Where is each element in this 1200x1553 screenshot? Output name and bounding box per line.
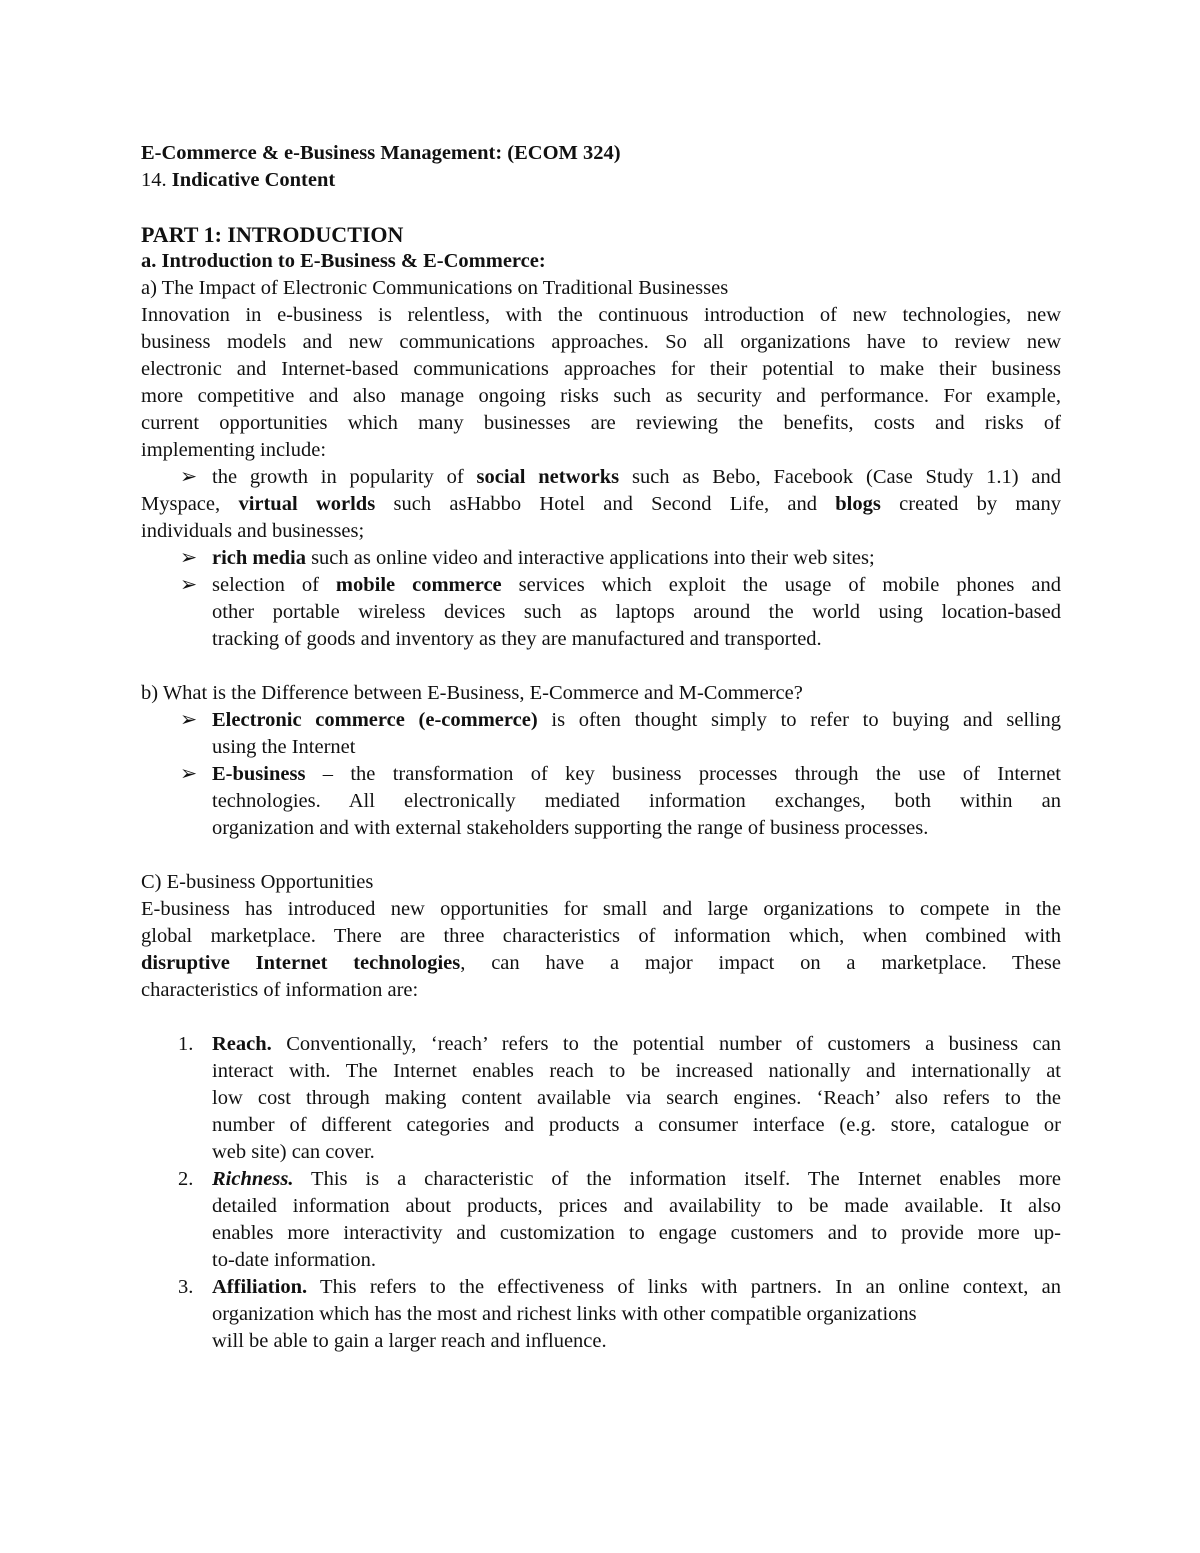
bullet-item-e-business: ➢ E-business – the transformation of key business processes through the use of Internet technologies. All electronically mediated information exchanges, both within an organization and with external stakeholders supporting the range of business processes.: [180, 763, 1061, 839]
bullet-item-social-networks: ➢ the growth in popularity of social networks such as Bebo, Facebook (Case Study 1.1) and Myspace, virtual worlds such asHabbo Hotel and Second Life, and blogs created by many individuals and businesses;: [141, 466, 1062, 542]
paragraph-line: business models and new communications approaches. So all organizations have to review new: [141, 331, 1061, 353]
paragraph-line: current opportunities which many businesses are reviewing the benefits, costs and risks of: [141, 412, 1061, 434]
document-subtitle: [141, 167, 1061, 194]
opportunities-paragraph: E-business has introduced new opportunities for small and large organizations to compete in the global marketplace. There are three characteristics of information which, when combined with disruptive Internet technologies, can have a major impact on a marketplace. These characteristics of information are:: [141, 898, 1061, 1001]
subtitle-text: Indicative Content: [171, 169, 336, 191]
arrow-bullet-icon: ➢: [180, 547, 198, 569]
subsection-a-heading: a) The Impact of Electronic Communications on Traditional Businesses: [141, 277, 729, 299]
numbered-item-affiliation: 3. Affiliation. This refers to the effectiveness of links with partners. In an online context, an organization which has the most and richest links with other compatible organizations will be able to gain a larger reach and influence.: [178, 1276, 1061, 1352]
list-number: 2.: [178, 1168, 194, 1190]
subsection-b-heading: b) What is the Difference between E-Business, E-Commerce and M-Commerce?: [141, 682, 803, 704]
section-a-heading: a. Introduction to E-Business & E-Commerce:: [141, 250, 546, 272]
subsection-c-heading: C) E-business Opportunities: [141, 871, 374, 893]
arrow-bullet-icon: ➢: [180, 466, 198, 488]
paragraph-line: implementing include:: [141, 439, 327, 461]
arrow-bullet-icon: ➢: [180, 574, 198, 596]
numbered-item-reach: 1. Reach. Conventionally, ‘reach’ refers to the potential number of customers a business can interact with. The Internet enables reach to be increased nationally and internationally at low cost through making content available via search engines. ‘Reach’ also refers to the number of different categories and products a consumer interface (e.g. store, catalogue or web site) can cover.: [178, 1033, 1061, 1163]
bullet-item-rich-media: ➢ rich media such as online video and interactive applications into their web sites;: [141, 545, 1061, 572]
intro-paragraph: [141, 302, 1061, 464]
document-page: [141, 140, 1061, 1355]
part-heading: PART 1: INTRODUCTION: [141, 222, 404, 247]
paragraph-line: more competitive and also manage ongoing risks such as security and performance. For example,: [141, 385, 1061, 407]
arrow-bullet-icon: ➢: [180, 763, 198, 785]
list-number: 3.: [178, 1276, 194, 1298]
paragraph-line: Innovation in e-business is relentless, with the continuous introduction of new technologies, new: [141, 304, 1061, 326]
numbered-item-richness: 2. Richness. This is a characteristic of the information itself. The Internet enables more detailed information about products, prices and availability to be made available. It also enables more interactivity and customization to engage customers and to provide more up- to-date information.: [178, 1168, 1061, 1271]
bullet-item-e-commerce: ➢ Electronic commerce (e-commerce) is often thought simply to refer to buying and selling using the Internet: [180, 709, 1062, 758]
bullet-item-mobile-commerce: ➢ selection of mobile commerce services which exploit the usage of mobile phones and other portable wireless devices such as laptops around the world using location-based tracking of goods and inventory as they are manufactured and transported.: [180, 574, 1061, 650]
list-number: 1.: [178, 1033, 194, 1055]
arrow-bullet-icon: ➢: [180, 709, 198, 731]
paragraph-line: electronic and Internet-based communications approaches for their potential to make their business: [141, 358, 1061, 380]
document-title: E-Commerce & e-Business Management: (ECOM 324): [141, 142, 621, 164]
subtitle-number: 14.: [141, 169, 167, 191]
